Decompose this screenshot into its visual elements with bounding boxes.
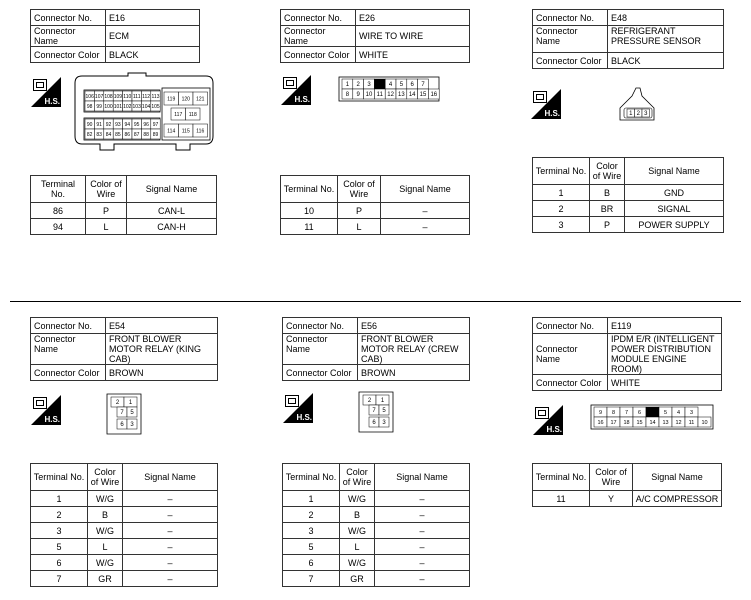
terminal-no: 5	[31, 539, 88, 555]
table-row	[31, 571, 218, 587]
header-terminal-no: Terminal No.	[31, 176, 86, 203]
table-row	[31, 491, 218, 507]
cavity-number: 96	[143, 121, 149, 128]
label-connector-no: Connector No.	[283, 318, 358, 334]
terminal-no: 7	[31, 571, 88, 587]
wire-color: L	[86, 219, 127, 235]
signal-name: –	[375, 539, 470, 555]
terminal-no: 2	[533, 201, 590, 217]
cavity-number: 93	[115, 121, 121, 128]
header-color-of-wire: Color of Wire	[590, 464, 633, 491]
cavity-number: 110	[123, 93, 132, 100]
connector-face-e54	[104, 392, 144, 436]
terminal-no: 3	[31, 523, 88, 539]
cavity-number: 116	[196, 128, 205, 135]
label-connector-name: Connector Name	[281, 26, 356, 47]
cavity-number: 5	[663, 409, 668, 416]
signal-name: –	[375, 491, 470, 507]
cavity-number: 15	[419, 92, 427, 99]
cavity-number: 1	[380, 398, 385, 405]
cavity-number: 2	[115, 400, 120, 407]
cavity-number: 119	[167, 96, 176, 103]
cavity-group	[342, 79, 439, 99]
cavity-number: 115	[181, 128, 190, 135]
cavity-number: 120	[181, 96, 190, 103]
wire-color: GR	[340, 571, 375, 587]
cavity-number: 118	[188, 111, 197, 118]
cavity-number: 1	[629, 111, 633, 118]
wire-color: B	[590, 185, 625, 201]
header-color-of-wire: Color of Wire	[88, 464, 123, 491]
wire-color: B	[88, 507, 123, 523]
wire-color: W/G	[88, 555, 123, 571]
terminal-table-e54	[30, 463, 218, 587]
table-row	[283, 507, 470, 523]
hs-label: H.S.	[294, 95, 310, 104]
cavity-number: 100	[104, 103, 113, 110]
connector-name-value: FRONT BLOWER MOTOR RELAY (KING CAB)	[106, 334, 218, 365]
table-row	[31, 539, 218, 555]
cavity-number: 12	[387, 92, 394, 99]
table-row	[31, 555, 218, 571]
cavity-number: 8	[345, 92, 350, 99]
cavity-number: 101	[113, 103, 123, 110]
label-connector-no: Connector No.	[281, 10, 356, 26]
harness-side-icon	[31, 395, 61, 425]
cavity-number: 91	[96, 121, 102, 128]
cavity-number: 13	[662, 419, 669, 426]
table-row	[281, 203, 470, 219]
table-row	[283, 539, 470, 555]
section-divider	[10, 301, 741, 302]
cavity-number: 99	[96, 103, 102, 110]
harness-side-icon	[531, 89, 561, 119]
cavity-number: 10	[365, 92, 373, 99]
table-row	[31, 507, 218, 523]
cavity-number: 86	[124, 131, 131, 138]
cavity-number: 14	[408, 92, 416, 99]
connector-pictogram-icon	[283, 77, 297, 89]
wire-color: L	[88, 539, 123, 555]
wire-color: Y	[590, 491, 633, 507]
connector-pictogram-icon	[533, 91, 547, 103]
hs-label: H.S.	[544, 109, 560, 118]
signal-name: –	[375, 571, 470, 587]
label-connector-no: Connector No.	[31, 318, 106, 334]
wire-color: L	[340, 539, 375, 555]
cavity-number: 103	[132, 103, 141, 110]
harness-side-icon	[31, 77, 61, 107]
signal-name: –	[123, 523, 218, 539]
wire-color: BR	[590, 201, 625, 217]
header-terminal-no: Terminal No.	[31, 464, 88, 491]
cavity-number: 13	[398, 92, 405, 99]
terminal-no: 86	[31, 203, 86, 219]
header-terminal-no: Terminal No.	[281, 176, 338, 203]
signal-name: GND	[625, 185, 724, 201]
cavity-number: 106	[85, 93, 94, 100]
cavity-number: 107	[94, 93, 104, 100]
connector-name-value: REFRIGERANT PRESSURE SENSOR	[608, 26, 724, 53]
wire-color: W/G	[340, 555, 375, 571]
connector-e119	[532, 317, 722, 391]
cavity-number: 104	[141, 103, 151, 110]
cavity-number: 98	[86, 103, 93, 110]
connector-e16	[30, 9, 200, 63]
signal-name: –	[381, 219, 470, 235]
cavity-number: 5	[382, 408, 386, 415]
hs-label: H.S.	[546, 425, 562, 434]
connector-e26	[280, 9, 470, 63]
header-color-of-wire: Color of Wire	[86, 176, 127, 203]
signal-name: –	[375, 555, 470, 571]
terminal-no: 11	[281, 219, 338, 235]
signal-name: A/C COMPRESSOR	[633, 491, 722, 507]
cavity-number: 113	[151, 93, 160, 100]
connector-e48	[532, 9, 724, 69]
label-connector-name: Connector Name	[533, 26, 608, 53]
header-terminal-no: Terminal No.	[533, 464, 590, 491]
header-color-of-wire: Color of Wire	[338, 176, 381, 203]
connector-name-value: WIRE TO WIRE	[356, 26, 470, 47]
label-connector-no: Connector No.	[533, 318, 608, 334]
cavity-number: 94	[124, 121, 131, 128]
connector-color-value: BROWN	[106, 365, 218, 381]
terminal-no: 6	[31, 555, 88, 571]
hs-label: H.S.	[44, 97, 60, 106]
cavity-number: 92	[105, 121, 112, 128]
header-signal-name: Signal Name	[375, 464, 470, 491]
cavity-number: 2	[636, 111, 640, 118]
cavity-group	[627, 109, 650, 117]
label-connector-name: Connector Name	[533, 334, 608, 375]
signal-name: SIGNAL	[625, 201, 724, 217]
wire-color: W/G	[340, 491, 375, 507]
cavity-number: 109	[113, 93, 123, 100]
connector-face-e119	[590, 404, 716, 432]
header-signal-name: Signal Name	[127, 176, 217, 203]
cavity-number: 102	[123, 103, 132, 110]
connector-e56	[282, 317, 470, 381]
cavity-number: 3	[367, 82, 371, 89]
connector-face-e26	[338, 76, 442, 104]
label-connector-no: Connector No.	[533, 10, 608, 26]
terminal-no: 10	[281, 203, 338, 219]
table-row	[533, 185, 724, 201]
connector-pictogram-icon	[33, 79, 47, 91]
cavity-number: 6	[637, 409, 642, 416]
connector-color-value: WHITE	[356, 47, 470, 63]
cavity-number: 90	[86, 121, 93, 128]
connector-name-value: FRONT BLOWER MOTOR RELAY (CREW CAB)	[358, 334, 470, 365]
cavity-number: 7	[120, 410, 124, 417]
wire-color: P	[338, 203, 381, 219]
cavity-number: 6	[120, 422, 124, 429]
cavity-number: 8	[611, 409, 616, 416]
wire-color: P	[86, 203, 127, 219]
cavity-number: 11	[688, 419, 695, 426]
signal-name: –	[123, 507, 218, 523]
cavity-number: 10	[701, 419, 708, 426]
signal-name: –	[123, 491, 218, 507]
header-color-of-wire: Color of Wire	[340, 464, 375, 491]
connector-face-e56	[356, 390, 396, 434]
cavity-number: 121	[196, 96, 205, 103]
signal-name: –	[381, 203, 470, 219]
cavity-number: 97	[152, 121, 159, 128]
cavity-number: 5	[130, 410, 134, 417]
table-row	[283, 523, 470, 539]
connector-no-value: E56	[358, 318, 470, 334]
terminal-table-e16	[30, 175, 217, 235]
cavity-number: 2	[356, 82, 360, 89]
cavity-number: 1	[128, 400, 133, 407]
terminal-no: 1	[31, 491, 88, 507]
cavity-number: 4	[676, 409, 681, 416]
cavity-number: 88	[143, 131, 149, 138]
connector-info-table	[280, 9, 470, 63]
cavity-number: 87	[133, 131, 140, 138]
label-connector-color: Connector Color	[533, 53, 608, 69]
table-row	[533, 201, 724, 217]
connector-info-table	[30, 9, 200, 63]
cavity-number: 6	[372, 420, 376, 427]
terminal-no: 3	[533, 217, 590, 233]
label-connector-color: Connector Color	[281, 47, 356, 63]
label-connector-name: Connector Name	[283, 334, 358, 365]
terminal-no: 7	[283, 571, 340, 587]
label-connector-color: Connector Color	[31, 47, 106, 63]
connector-color-value: WHITE	[608, 375, 722, 391]
wire-color: W/G	[88, 523, 123, 539]
cavity-number: 83	[96, 131, 102, 138]
signal-name: –	[375, 507, 470, 523]
header-signal-name: Signal Name	[123, 464, 218, 491]
wire-color: W/G	[340, 523, 375, 539]
connector-pictogram-icon	[535, 407, 549, 419]
harness-side-icon	[283, 393, 313, 423]
cavity-number: 6	[410, 82, 414, 89]
table-row	[31, 523, 218, 539]
connector-color-value: BLACK	[106, 47, 200, 63]
cavity-group	[594, 407, 711, 427]
connector-color-value: BLACK	[608, 53, 724, 69]
connector-pictogram-icon	[33, 397, 47, 409]
header-terminal-no: Terminal No.	[283, 464, 340, 491]
signal-name: POWER SUPPLY	[625, 217, 724, 233]
cavity-number: 16	[597, 419, 604, 426]
label-connector-name: Connector Name	[31, 26, 106, 47]
cavity-cell	[646, 407, 659, 417]
terminal-no: 3	[283, 523, 340, 539]
connector-name-value: ECM	[106, 26, 200, 47]
wire-color: P	[590, 217, 625, 233]
hs-label: H.S.	[44, 415, 60, 424]
cavity-number: 82	[86, 131, 93, 138]
table-row	[283, 491, 470, 507]
cavity-number: 2	[367, 398, 372, 405]
header-color-of-wire: Color of Wire	[590, 158, 625, 185]
cavity-number: 15	[636, 419, 643, 426]
connector-color-value: BROWN	[358, 365, 470, 381]
signal-name: –	[375, 523, 470, 539]
cavity-number: 11	[376, 92, 383, 99]
cavity-number: 16	[430, 92, 438, 99]
table-row	[533, 491, 722, 507]
connector-no-value: E119	[608, 318, 722, 334]
cavity-number: 3	[382, 420, 386, 427]
cavity-number: 3	[130, 422, 134, 429]
wire-color: B	[340, 507, 375, 523]
table-row	[533, 217, 724, 233]
table-row	[31, 203, 217, 219]
cavity-number: 114	[167, 128, 176, 135]
terminal-table-e48	[532, 157, 724, 233]
cavity-number: 85	[115, 131, 121, 138]
label-connector-color: Connector Color	[31, 365, 106, 381]
cavity-number: 108	[104, 93, 113, 100]
connector-info-table	[30, 317, 218, 381]
cavity-number: 14	[649, 419, 656, 426]
signal-name: CAN-H	[127, 219, 217, 235]
terminal-no: 11	[533, 491, 590, 507]
cavity-number: 9	[356, 92, 360, 99]
cavity-number: 7	[372, 408, 376, 415]
terminal-no: 5	[283, 539, 340, 555]
signal-name: –	[123, 539, 218, 555]
terminal-table-e26	[280, 175, 470, 235]
cavity-number: 9	[598, 409, 603, 416]
cavity-number: 89	[152, 131, 159, 138]
header-signal-name: Signal Name	[633, 464, 722, 491]
connector-name-value: IPDM E/R (INTELLIGENT POWER DISTRIBUTION MODULE ENGINE ROOM)	[608, 334, 722, 375]
terminal-no: 94	[31, 219, 86, 235]
cavity-number: 12	[675, 419, 682, 426]
connector-no-value: E16	[106, 10, 200, 26]
table-row	[281, 219, 470, 235]
cavity-number: 117	[174, 111, 183, 118]
header-terminal-no: Terminal No.	[533, 158, 590, 185]
cavity-number: 111	[132, 93, 141, 100]
cavity-number: 3	[689, 409, 694, 416]
signal-name: –	[123, 571, 218, 587]
wire-color: L	[338, 219, 381, 235]
signal-name: CAN-L	[127, 203, 217, 219]
cavity-number: 3	[644, 111, 648, 118]
connector-face-e48	[616, 86, 660, 124]
label-connector-name: Connector Name	[31, 334, 106, 365]
label-connector-color: Connector Color	[283, 365, 358, 381]
cavity-cell	[374, 79, 385, 89]
cavity-number: 105	[151, 103, 160, 110]
terminal-table-e119	[532, 463, 722, 507]
connector-no-value: E54	[106, 318, 218, 334]
harness-side-icon	[281, 75, 311, 105]
connector-e54	[30, 317, 218, 381]
terminal-no: 6	[283, 555, 340, 571]
connector-info-table	[532, 317, 722, 391]
hs-label: H.S.	[296, 413, 312, 422]
cavity-number: 18	[623, 419, 630, 426]
table-row	[283, 571, 470, 587]
cavity-number: 84	[105, 131, 112, 138]
label-connector-no: Connector No.	[31, 10, 106, 26]
connector-pictogram-icon	[285, 395, 299, 407]
wire-color: GR	[88, 571, 123, 587]
connector-no-value: E48	[608, 10, 724, 26]
signal-name: –	[123, 555, 218, 571]
harness-side-icon	[533, 405, 563, 435]
connector-face-e16	[70, 72, 218, 152]
connector-info-table	[532, 9, 724, 69]
cavity-number: 7	[421, 82, 425, 89]
cavity-number: 4	[388, 82, 393, 89]
terminal-no: 1	[283, 491, 340, 507]
wire-color: W/G	[88, 491, 123, 507]
terminal-no: 1	[533, 185, 590, 201]
terminal-no: 2	[283, 507, 340, 523]
cavity-number: 95	[133, 121, 140, 128]
cavity-number: 112	[142, 93, 151, 100]
cavity-number: 17	[610, 419, 617, 426]
terminal-no: 2	[31, 507, 88, 523]
cavity-number: 7	[624, 409, 629, 416]
table-row	[31, 219, 217, 235]
connector-info-table	[282, 317, 470, 381]
header-signal-name: Signal Name	[381, 176, 470, 203]
terminal-table-e56	[282, 463, 470, 587]
header-signal-name: Signal Name	[625, 158, 724, 185]
cavity-number: 5	[399, 82, 404, 89]
connector-no-value: E26	[356, 10, 470, 26]
table-row	[283, 555, 470, 571]
cavity-number: 1	[345, 82, 350, 89]
label-connector-color: Connector Color	[533, 375, 608, 391]
